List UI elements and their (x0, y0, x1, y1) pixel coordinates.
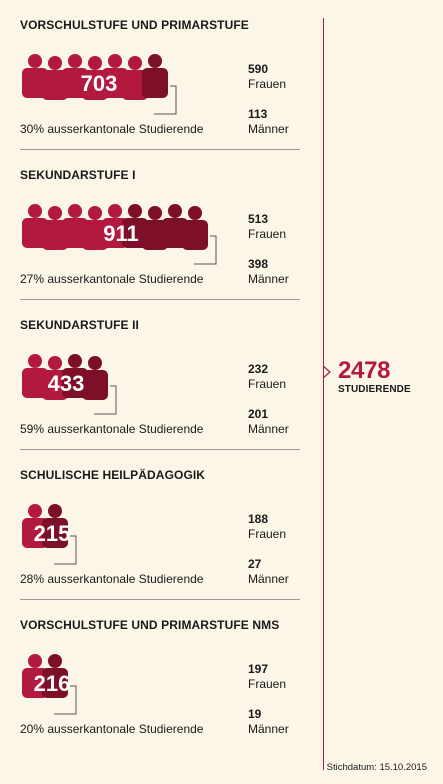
figure-body (142, 68, 168, 98)
men-count-label: Männer (248, 572, 289, 586)
category-title: SCHULISCHE HEILPÄDAGOGIK (20, 468, 206, 482)
women-count (248, 362, 286, 392)
category-total: 433 (47, 371, 85, 396)
men-count-label: Männer (248, 122, 289, 136)
men-count-value: 19 (248, 707, 262, 721)
figure-head (168, 204, 182, 218)
category-section (0, 18, 320, 168)
category-total: 911 (103, 221, 139, 246)
grand-total-label: STUDIERENDE (338, 384, 411, 395)
figure-head (128, 204, 142, 218)
figure-head (188, 206, 202, 220)
figure-head (108, 54, 122, 68)
women-count (248, 512, 286, 542)
women-count-value: 188 (248, 512, 269, 526)
women-count-label: Frauen (248, 677, 287, 691)
women-count (248, 212, 286, 242)
section-divider (20, 149, 300, 150)
category-section (0, 168, 320, 318)
category-caption: 30% ausserkantonale Studierende (20, 122, 204, 136)
figure-head (88, 56, 102, 70)
crowd-pictograph (0, 468, 82, 548)
women-count (248, 662, 286, 692)
figure-head (128, 56, 142, 70)
men-count (248, 557, 289, 587)
men-count-value: 113 (248, 107, 268, 121)
man-figure (82, 356, 108, 400)
women-count-label: Frauen (248, 77, 287, 91)
section-divider (20, 599, 300, 600)
figure-head (28, 204, 42, 218)
women-count-value: 513 (248, 212, 269, 226)
category-caption: 59% ausserkantonale Studierende (20, 422, 204, 436)
category-total: 215 (33, 521, 71, 546)
figure-head (28, 54, 42, 68)
figure-head (148, 206, 162, 220)
figure-head (28, 354, 42, 368)
category-section (0, 468, 320, 618)
figure-head (68, 54, 82, 68)
section-divider (20, 449, 300, 450)
figure-head (148, 54, 162, 68)
figure-head (68, 354, 82, 368)
figure-head (88, 206, 102, 220)
section-divider (20, 299, 300, 300)
women-count-value: 232 (248, 362, 269, 376)
women-count-label: Frauen (248, 527, 287, 541)
figure-head (48, 654, 62, 668)
men-count-value: 398 (248, 257, 269, 271)
women-count-value: 590 (248, 62, 269, 76)
figure-head (28, 654, 42, 668)
men-count-value: 201 (248, 407, 269, 421)
men-count-label: Männer (248, 272, 289, 286)
category-title: VORSCHULSTUFE UND PRIMARSTUFE NMS (20, 618, 280, 632)
category-caption: 28% ausserkantonale Studierende (20, 572, 204, 586)
women-count (248, 62, 286, 92)
footer-date: Stichdatum: 15.10.2015 (326, 762, 427, 773)
figure-head (48, 356, 62, 370)
figure-body (182, 220, 208, 250)
grand-total-value: 2478 (338, 357, 391, 384)
women-count-label: Frauen (248, 377, 287, 391)
crowd-pictograph (0, 18, 182, 98)
men-count (248, 107, 289, 137)
figure-head (48, 504, 62, 518)
category-section (0, 618, 320, 768)
category-title: SEKUNDARSTUFE II (20, 318, 139, 332)
men-count-label: Männer (248, 722, 289, 736)
man-figure (182, 206, 208, 250)
men-count (248, 257, 289, 287)
category-caption: 27% ausserkantonale Studierende (20, 272, 204, 286)
category-total: 216 (33, 671, 71, 696)
crowd-pictograph (0, 618, 82, 698)
men-count-value: 27 (248, 557, 262, 571)
women-count-value: 197 (248, 662, 269, 676)
category-title: SEKUNDARSTUFE I (20, 168, 136, 182)
women-count-label: Frauen (248, 227, 287, 241)
total-bracket-line (323, 18, 324, 770)
figure-head (48, 206, 62, 220)
men-count-label: Männer (248, 422, 289, 436)
figure-head (68, 204, 82, 218)
figure-head (108, 204, 122, 218)
figure-body (82, 370, 108, 400)
figure-head (28, 504, 42, 518)
category-caption: 20% ausserkantonale Studierende (20, 722, 204, 736)
category-total: 703 (80, 71, 118, 96)
figure-head (48, 56, 62, 70)
men-count (248, 707, 289, 737)
man-figure (142, 54, 168, 98)
category-section (0, 318, 320, 468)
crowd-pictograph (0, 318, 122, 398)
men-count (248, 407, 289, 437)
total-bracket-tick (319, 364, 333, 380)
crowd-pictograph (0, 168, 222, 248)
category-title: VORSCHULSTUFE UND PRIMARSTUFE (20, 18, 249, 32)
figure-head (88, 356, 102, 370)
